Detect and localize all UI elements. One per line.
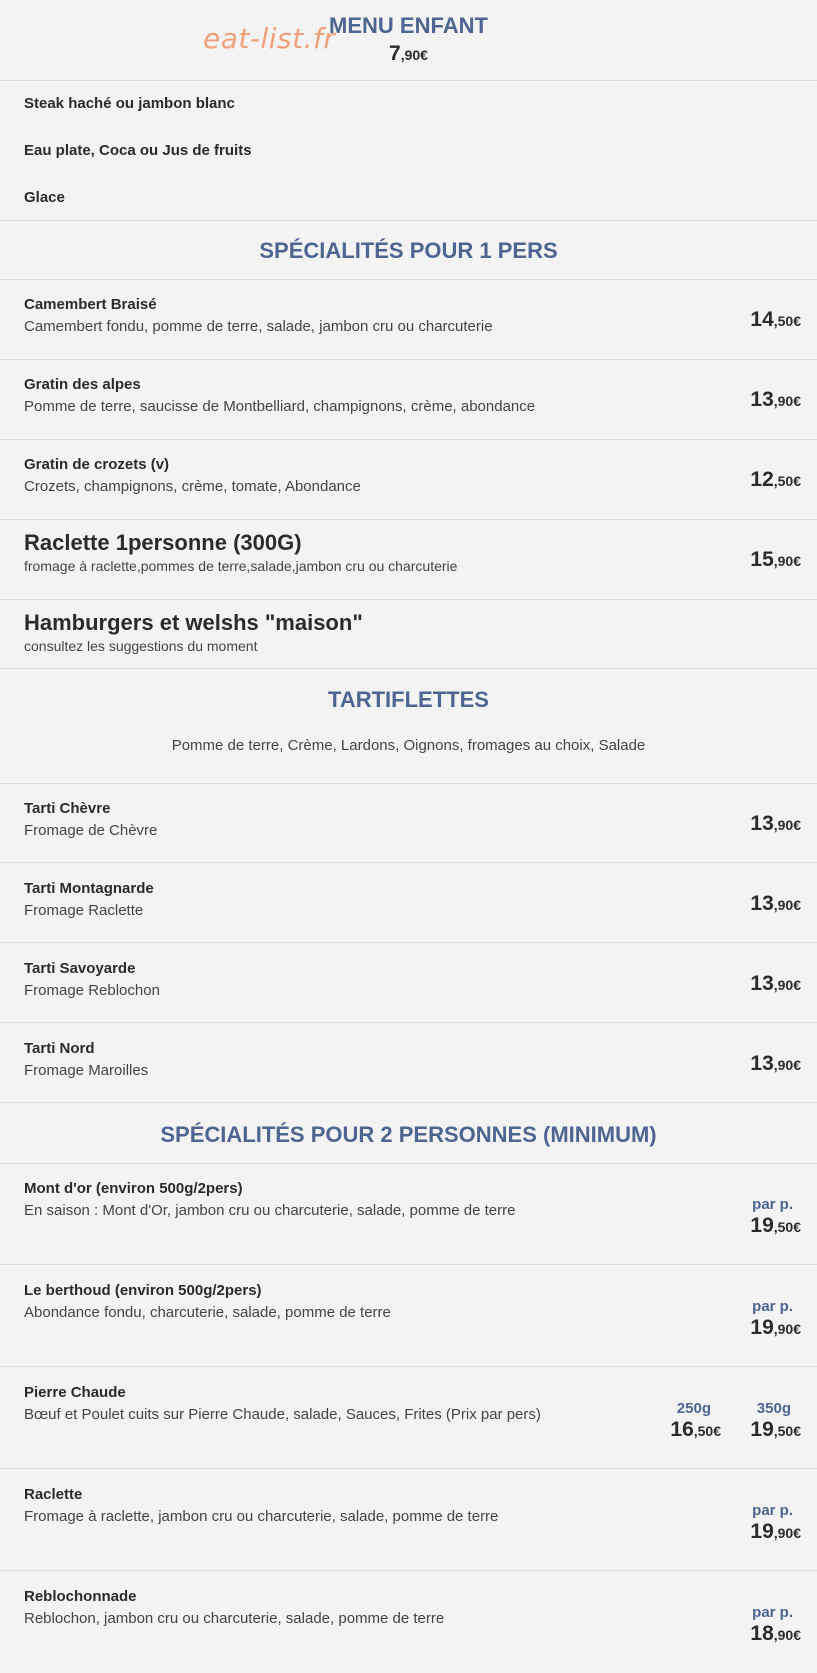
divider: [0, 783, 817, 784]
menu-item-price: 12,50€: [750, 468, 801, 491]
menu-item-desc: Fromage Reblochon: [24, 982, 160, 999]
menu-enfant-price: [0, 42, 817, 66]
menu-item-name: Tarti Nord: [24, 1040, 95, 1057]
menu-item-price: 13,90€: [750, 812, 801, 835]
divider: [0, 1264, 817, 1265]
menu-item-desc: Fromage de Chèvre: [24, 822, 158, 839]
per-person-label: par p.: [752, 1604, 793, 1621]
menu-item-name: Mont d'or (environ 500g/2pers): [24, 1180, 243, 1197]
menu-item-desc: Bœuf et Poulet cuits sur Pierre Chaude, salade, Sauces, Frites (Prix par pers): [24, 1406, 541, 1423]
menu-item-desc: consultez les suggestions du moment: [24, 638, 258, 654]
menu-item-price: 18,90€: [750, 1622, 801, 1645]
menu-item-name: Reblochonnade: [24, 1588, 137, 1605]
menu-item-desc: Camembert fondu, pomme de terre, salade, jambon cru ou charcuterie: [24, 318, 493, 335]
menu-item-name: Le berthoud (environ 500g/2pers): [24, 1282, 262, 1299]
menu-item-price: 13,90€: [750, 892, 801, 915]
menu-item-desc: Crozets, champignons, crème, tomate, Abondance: [24, 478, 361, 495]
divider: [0, 1366, 817, 1367]
tartiflettes-note: Pomme de terre, Crème, Lardons, Oignons, fromages au choix, Salade: [171, 737, 646, 754]
divider: [0, 1468, 817, 1469]
menu-item-price: 15,90€: [750, 548, 801, 571]
divider: [0, 279, 817, 280]
menu-item-desc: Fromage Raclette: [24, 902, 144, 919]
menu-item-desc: En saison : Mont d'Or, jambon cru ou charcuterie, salade, pomme de terre: [24, 1202, 516, 1219]
menu-item-price: 19,90€: [750, 1520, 801, 1543]
divider: [0, 1022, 817, 1023]
divider: [0, 1570, 817, 1571]
menu-item-name: Tarti Montagnarde: [24, 880, 154, 897]
menu-item-desc: Pomme de terre, saucisse de Montbelliard, champignons, crème, abondance: [24, 398, 536, 415]
size-label-250g: 250g: [676, 1400, 711, 1417]
menu-item-desc: fromage à raclette,pommes de terre,salade,jambon cru ou charcuterie: [24, 558, 458, 574]
menu-item-name: Tarti Savoyarde: [24, 960, 136, 977]
menu-item-desc: Fromage Maroilles: [24, 1062, 149, 1079]
menu-item-price-250g: 16,50€: [670, 1418, 721, 1441]
per-person-label: par p.: [752, 1196, 793, 1213]
menu-item-desc: Fromage à raclette, jambon cru ou charcuterie, salade, pomme de terre: [24, 1508, 499, 1525]
per-person-label: par p.: [752, 1298, 793, 1315]
watermark-logo: eat-list.fr: [203, 22, 336, 55]
menu-item-name: Raclette: [24, 1486, 83, 1503]
per-person-label: par p.: [752, 1502, 793, 1519]
size-label-350g: 350g: [756, 1400, 791, 1417]
menu-item-name: Raclette 1personne (300G): [24, 530, 302, 555]
menu-enfant-item: Glace: [24, 189, 65, 206]
divider: [0, 862, 817, 863]
menu-item-desc: Abondance fondu, charcuterie, salade, pomme de terre: [24, 1304, 391, 1321]
divider: [0, 942, 817, 943]
divider: [0, 1102, 817, 1103]
divider: [0, 220, 817, 221]
menu-item-name: Tarti Chèvre: [24, 800, 111, 817]
menu-item-name: Gratin des alpes: [24, 376, 141, 393]
menu-enfant-title: MENU ENFANT: [329, 13, 488, 38]
menu-enfant-item: Eau plate, Coca ou Jus de fruits: [24, 142, 252, 159]
price-euros: 7: [389, 42, 401, 65]
divider: [0, 80, 817, 81]
divider: [0, 439, 817, 440]
menu-item-price-350g: 19,50€: [750, 1418, 801, 1441]
menu-item-desc: Reblochon, jambon cru ou charcuterie, salade, pomme de terre: [24, 1610, 445, 1627]
menu-item-name: Pierre Chaude: [24, 1384, 126, 1401]
price-cents: ,90€: [400, 47, 428, 63]
menu-item-price: 19,50€: [750, 1214, 801, 1237]
menu-enfant-item: Steak haché ou jambon blanc: [24, 95, 235, 112]
divider: [0, 1163, 817, 1164]
menu-item-price: 14,50€: [750, 308, 801, 331]
divider: [0, 668, 817, 669]
divider: [0, 599, 817, 600]
menu-item-price: 13,90€: [750, 1052, 801, 1075]
menu-item-name: Gratin de crozets (v): [24, 456, 170, 473]
divider: [0, 519, 817, 520]
specialites-2-title: SPÉCIALITÉS POUR 2 PERSONNES (MINIMUM): [160, 1122, 657, 1147]
menu-item-price: 19,90€: [750, 1316, 801, 1339]
menu-item-name: Camembert Braisé: [24, 296, 157, 313]
divider: [0, 359, 817, 360]
menu-item-price: 13,90€: [750, 388, 801, 411]
specialites-1-title: SPÉCIALITÉS POUR 1 PERS: [259, 238, 558, 263]
menu-item-price: 13,90€: [750, 972, 801, 995]
tartiflettes-title: TARTIFLETTES: [328, 687, 489, 712]
menu-item-name: Hamburgers et welshs "maison": [24, 610, 363, 635]
